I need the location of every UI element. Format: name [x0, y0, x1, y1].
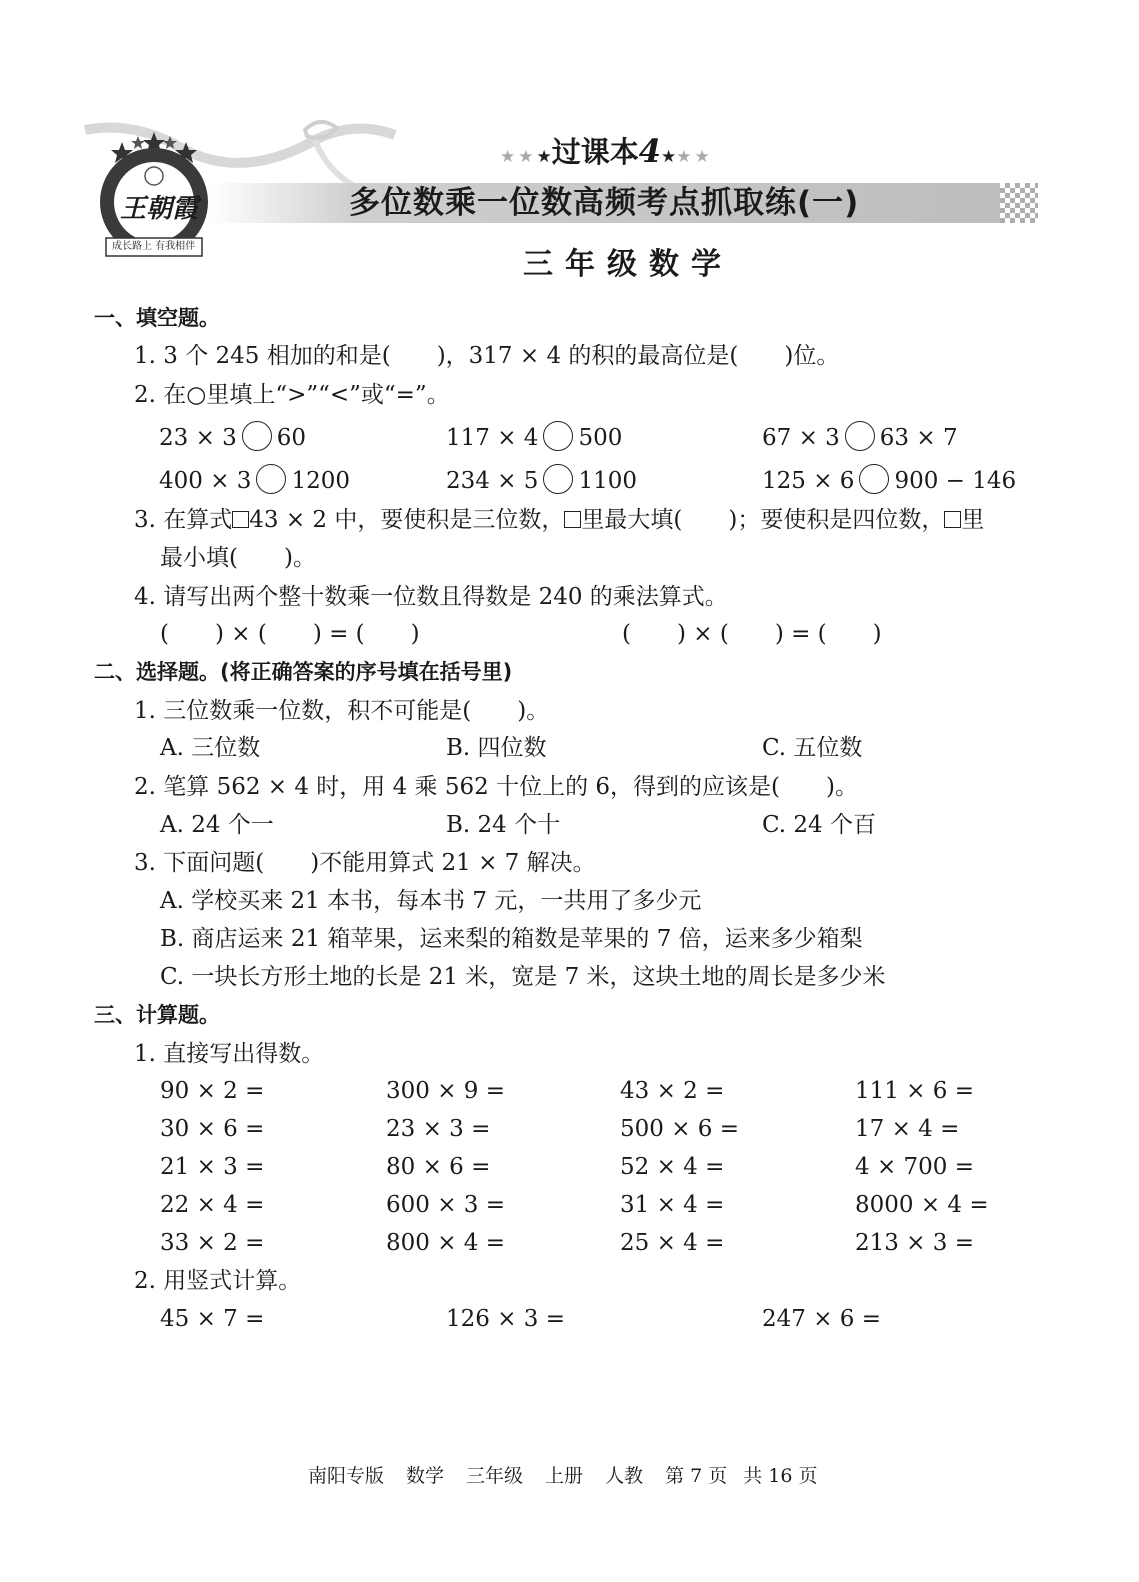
- series-label: ★★★过课本4★★★: [500, 132, 713, 170]
- footer-part: 上册: [545, 1465, 584, 1487]
- compare-circle[interactable]: [242, 421, 272, 451]
- publisher-logo: [92, 130, 216, 260]
- option: A. 学校买来 21 本书，每本书 7 元，一共用了多少元: [160, 888, 702, 914]
- option: B. 商店运来 21 箱苹果，运来梨的箱数是苹果的 7 倍，运来多少箱梨: [160, 926, 863, 952]
- footer-part: 人教: [605, 1465, 644, 1487]
- logo-slogan: 成长路上 有我相伴: [112, 241, 196, 252]
- s1-q4-blank1[interactable]: ( ) × ( ) = ( ): [160, 621, 420, 647]
- option: A. 三位数: [160, 735, 261, 761]
- compare-item: 125 × 6 900 − 146: [762, 466, 1016, 497]
- s1-q3-line2: 最小填( )。: [160, 545, 316, 571]
- subject-title: 三年级数学: [523, 247, 733, 282]
- s2-q2: 2. 笔算 562 × 4 时，用 4 乘 562 十位上的 6，得到的应该是( )。: [134, 774, 858, 800]
- oral-item: 500 × 6 =: [620, 1116, 740, 1142]
- s2-q3: 3. 下面问题( )不能用算式 21 × 7 解决。: [134, 850, 596, 876]
- compare-item: 67 × 3 63 × 7: [762, 423, 958, 454]
- compare-circle[interactable]: [256, 464, 286, 494]
- s1-q2: 2. 在○里填上“>”“<”或“=”。: [134, 382, 450, 408]
- section2-title: 二、选择题。(将正确答案的序号填在括号里): [94, 660, 513, 684]
- blank-square[interactable]: [232, 511, 249, 528]
- footer-part: 共 16 页: [743, 1465, 818, 1487]
- s1-q1: 1. 3 个 245 相加的和是( )，317 × 4 的积的最高位是( )位。: [134, 343, 840, 369]
- vertical-item: 247 × 6 =: [762, 1306, 882, 1332]
- banner-pattern: [1000, 183, 1038, 223]
- blank-square[interactable]: [944, 511, 961, 528]
- option: A. 24 个一: [160, 812, 274, 838]
- footer-part: 三年级: [466, 1465, 524, 1487]
- option: C. 五位数: [762, 735, 863, 761]
- footer-part: 南阳专版: [308, 1465, 385, 1487]
- footer-part: 数学: [406, 1465, 445, 1487]
- footer-part: 第 7 页: [665, 1465, 728, 1487]
- oral-item: 17 × 4 =: [855, 1116, 960, 1142]
- s1-q4-blank2[interactable]: ( ) × ( ) = ( ): [622, 621, 882, 647]
- oral-item: 90 × 2 =: [160, 1078, 265, 1104]
- oral-item: 111 × 6 =: [855, 1078, 975, 1104]
- section3-title: 三、计算题。: [94, 1003, 220, 1027]
- logo-text: 王朝霞: [120, 194, 199, 224]
- oral-item: 33 × 2 =: [160, 1230, 265, 1256]
- s2-q1: 1. 三位数乘一位数，积不可能是( )。: [134, 698, 550, 724]
- oral-item: 4 × 700 =: [855, 1154, 975, 1180]
- compare-circle[interactable]: [543, 464, 573, 494]
- oral-item: 800 × 4 =: [386, 1230, 506, 1256]
- oral-item: 600 × 3 =: [386, 1192, 506, 1218]
- option: B. 四位数: [446, 735, 547, 761]
- option: B. 24 个十: [446, 812, 561, 838]
- s3-q2: 2. 用竖式计算。: [134, 1268, 302, 1294]
- compare-item: 400 × 3 1200: [159, 466, 350, 497]
- s1-q3: 3. 在算式 43 × 2 中，要使积是三位数， 里最大填( )；要使积是四位数， 里: [134, 507, 985, 533]
- vertical-item: 126 × 3 =: [446, 1306, 566, 1332]
- option: C. 一块长方形土地的长是 21 米，宽是 7 米，这块土地的周长是多少米: [160, 964, 886, 990]
- blank-square[interactable]: [564, 511, 581, 528]
- oral-item: 213 × 3 =: [855, 1230, 975, 1256]
- compare-item: 234 × 5 1100: [446, 466, 637, 497]
- vertical-item: 45 × 7 =: [160, 1306, 265, 1332]
- page-footer: [308, 1462, 840, 1490]
- compare-circle[interactable]: [859, 464, 889, 494]
- compare-circle[interactable]: [543, 421, 573, 451]
- option: C. 24 个百: [762, 812, 876, 838]
- oral-item: 300 × 9 =: [386, 1078, 506, 1104]
- compare-item: 117 × 4 500: [446, 423, 622, 454]
- oral-item: 52 × 4 =: [620, 1154, 725, 1180]
- compare-circle[interactable]: [845, 421, 875, 451]
- oral-item: 23 × 3 =: [386, 1116, 491, 1142]
- oral-item: 30 × 6 =: [160, 1116, 265, 1142]
- s1-q4: 4. 请写出两个整十数乘一位数且得数是 240 的乘法算式。: [134, 584, 728, 610]
- oral-item: 80 × 6 =: [386, 1154, 491, 1180]
- oral-item: 25 × 4 =: [620, 1230, 725, 1256]
- oral-item: 43 × 2 =: [620, 1078, 725, 1104]
- page-title: 多位数乘一位数高频考点抓取练(一): [349, 185, 860, 221]
- oral-item: 8000 × 4 =: [855, 1192, 989, 1218]
- oral-item: 21 × 3 =: [160, 1154, 265, 1180]
- oral-item: 31 × 4 =: [620, 1192, 725, 1218]
- oral-item: 22 × 4 =: [160, 1192, 265, 1218]
- section1-title: 一、填空题。: [94, 306, 220, 330]
- compare-item: 23 × 3 60: [159, 423, 306, 454]
- s3-q1: 1. 直接写出得数。: [134, 1041, 325, 1067]
